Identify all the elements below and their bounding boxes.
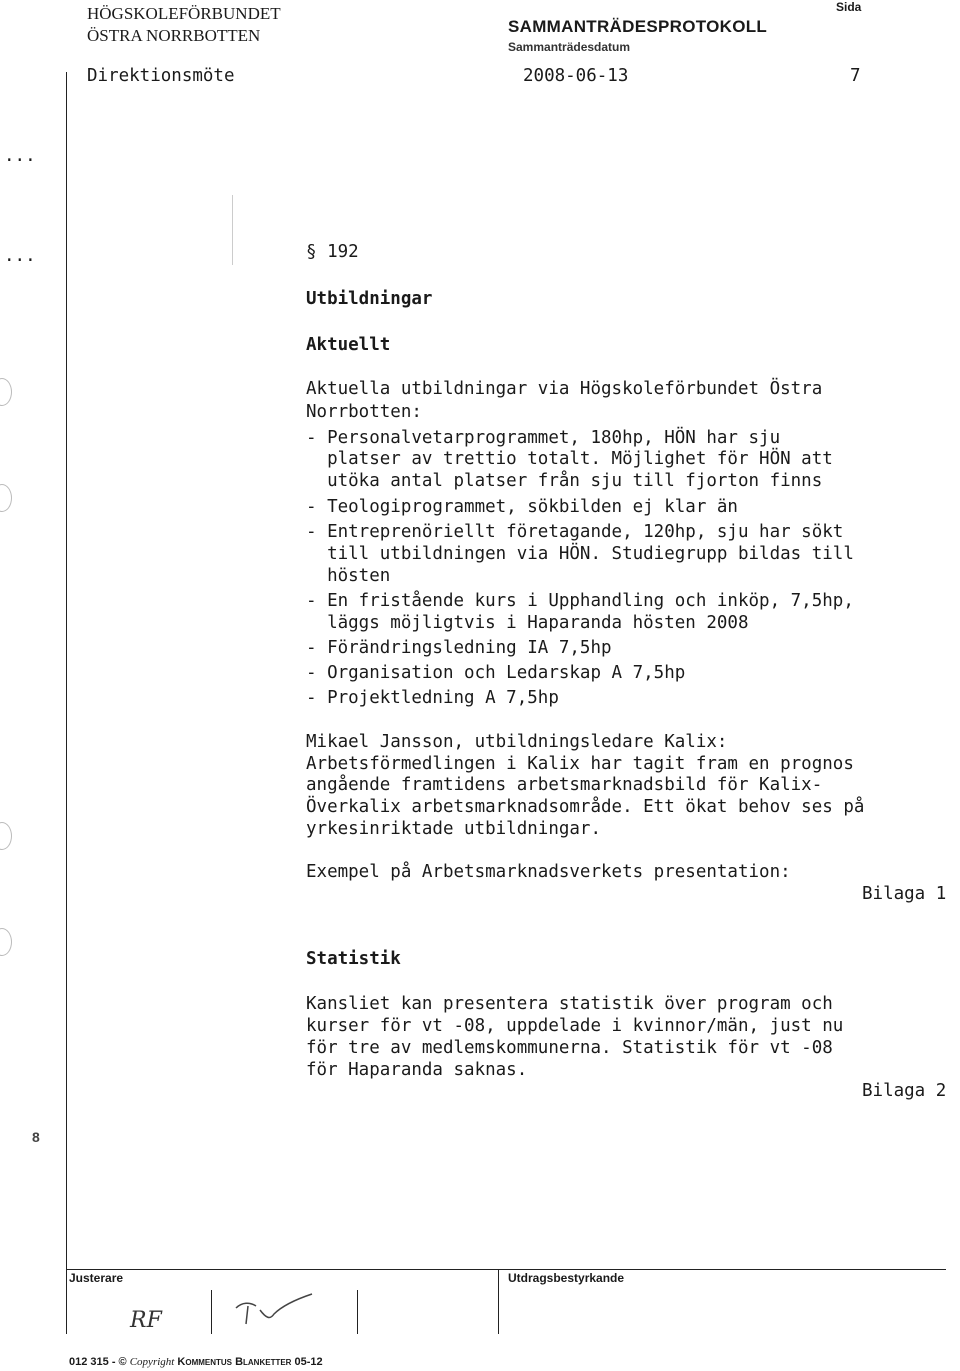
signature-divider [498, 1269, 499, 1334]
list-line: - Entreprenöriellt företagande, 120hp, sju har sökt [306, 522, 844, 542]
utdrag-label: Utdragsbestyrkande [508, 1271, 625, 1285]
list-line: till utbildningen via HÖN. Studiegrupp bildas till [306, 544, 854, 564]
copyright-prefix: 012 315 - © [69, 1356, 127, 1368]
example-line: Exempel på Arbetsmarknadsverkets presentation: [306, 862, 791, 882]
intro-line: Norrbotten: [306, 402, 422, 422]
page-number: 7 [850, 66, 861, 86]
punch-hole [0, 484, 12, 512]
mikael-line: yrkesinriktade utbildningar. [306, 819, 602, 839]
statistik-title: Statistik [306, 949, 401, 969]
statistik-line: kurser för vt -08, uppdelade i kvinnor/män, just nu [306, 1016, 844, 1036]
copyright-code: 05-12 [294, 1356, 323, 1368]
mikael-line: Överkalix arbetsmarknadsområde. Ett ökat behov ses på [306, 797, 865, 817]
faint-rule [232, 195, 233, 265]
signature-initials: RF [130, 1308, 162, 1333]
mikael-line: Arbetsförmedlingen i Kalix har tagit fram en prognos [306, 754, 854, 774]
footer-rule [66, 1269, 946, 1270]
left-margin-rule [66, 72, 67, 1334]
list-line: utöka antal platser från sju till fjorton finns [306, 471, 823, 491]
statistik-line: för tre av medlemskommunerna. Statistik för vt -08 [306, 1038, 833, 1058]
margin-number: 8 [32, 1129, 40, 1145]
meeting-date: 2008-06-13 [523, 66, 629, 86]
ellipsis-mark: ... [4, 246, 36, 266]
mikael-line: Mikael Jansson, utbildningsledare Kalix: [306, 732, 728, 752]
copyright-notice [69, 1356, 323, 1368]
list-line: - Organisation och Ledarskap A 7,5hp [306, 663, 686, 683]
statistik-line: Kansliet kan presentera statistik över program och [306, 994, 833, 1014]
protocol-date-label: Sammanträdesdatum [508, 40, 631, 54]
meeting-name: Direktionsmöte [87, 66, 235, 86]
list-line: - Teologiprogrammet, sökbilden ej klar än [306, 497, 738, 517]
page-label: Sida [836, 0, 862, 14]
org-name-line2: ÖSTRA NORRBOTTEN [87, 26, 261, 45]
attachment-ref: Bilaga 2 [862, 1081, 947, 1101]
protocol-title: SAMMANTRÄDESPROTOKOLL [508, 17, 768, 36]
list-line: - Förändringsledning IA 7,5hp [306, 638, 612, 658]
section-title: Utbildningar [306, 289, 433, 309]
intro-line: Aktuella utbildningar via Högskoleförbundet Östra [306, 379, 823, 399]
punch-hole [0, 928, 12, 956]
section-subtitle: Aktuellt [306, 335, 391, 355]
punch-hole [0, 378, 12, 406]
mikael-line: angående framtidens arbetsmarknadsbild för Kalix- [306, 775, 823, 795]
punch-hole [0, 822, 12, 850]
signature-divider [357, 1290, 358, 1334]
attachment-ref: Bilaga 1 [862, 884, 947, 904]
list-line: platser av trettio totalt. Möjlighet för HÖN att [306, 449, 833, 469]
list-line: - Projektledning A 7,5hp [306, 688, 559, 708]
list-line: läggs möjligtvis i Haparanda hösten 2008 [306, 613, 749, 633]
signature-scribble [230, 1290, 320, 1330]
copyright-brand: Kommentus Blanketter [177, 1356, 292, 1368]
ellipsis-mark: ... [4, 146, 36, 166]
copyright-word: Copyright [129, 1356, 175, 1368]
justerare-label: Justerare [69, 1271, 124, 1285]
list-line: hösten [306, 566, 391, 586]
list-line: - En fristående kurs i Upphandling och inköp, 7,5hp, [306, 591, 854, 611]
list-line: - Personalvetarprogrammet, 180hp, HÖN har sju [306, 428, 781, 448]
paragraph-number: § 192 [306, 242, 359, 262]
signature-divider [211, 1290, 212, 1334]
statistik-line: för Haparanda saknas. [306, 1060, 528, 1080]
org-name-line1: HÖGSKOLEFÖRBUNDET [87, 4, 281, 23]
